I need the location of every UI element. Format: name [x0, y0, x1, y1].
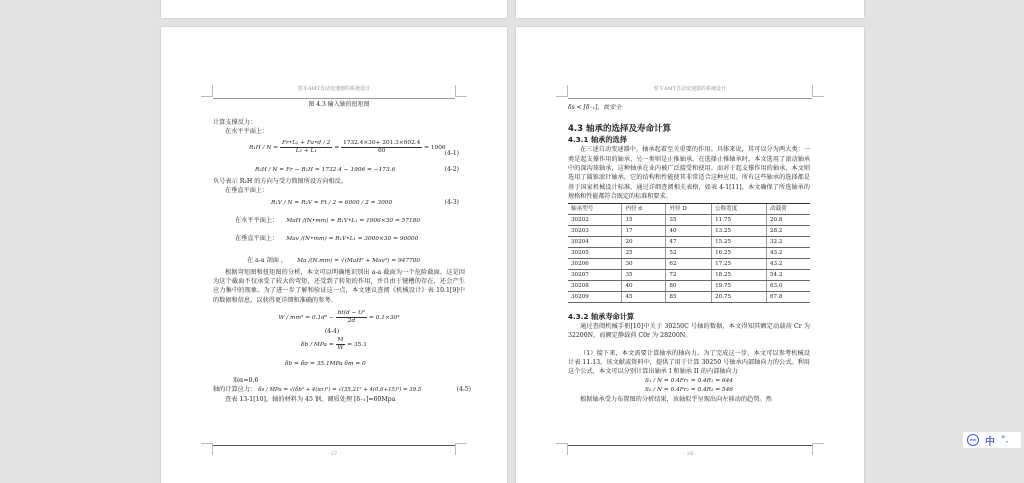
eq-rhs: = 1906: [424, 144, 446, 151]
cell: 30204: [568, 236, 622, 247]
denominator: L₂ + L₁: [295, 147, 317, 154]
text-line: 负号表示 R₂H 的方向与受力简图所设方向相反。: [213, 177, 348, 185]
cell: 15: [622, 214, 666, 225]
fraction: [280, 140, 332, 155]
cell: 85: [666, 291, 712, 302]
cell: 15.25: [712, 236, 767, 247]
cell: 17.25: [712, 258, 767, 269]
equation-4-2: [213, 163, 465, 177]
text-line: 取α=0.6: [233, 377, 259, 385]
equation-text: R₁V / N = R₂V = Ft / 2 = 6000 / 2 = 3000: [271, 200, 393, 207]
equation-4-3: [213, 195, 465, 211]
equals-sign: =: [334, 144, 340, 151]
equation-4-5: [213, 385, 471, 395]
page-body: [568, 103, 810, 404]
text-line: 计算支撑反力：: [213, 119, 257, 127]
label: 轴的计算应力：: [213, 386, 257, 394]
denominator: 60: [377, 147, 386, 154]
fraction: [341, 140, 422, 155]
table-row: [568, 247, 810, 258]
cell: 17: [622, 225, 666, 236]
equation-number: (4-5): [456, 386, 471, 394]
cell: 52: [666, 247, 712, 258]
table-row: [568, 236, 810, 247]
eq-rhs: = 0.1×30³: [369, 314, 400, 321]
cell: 30: [622, 258, 666, 269]
denominator: W: [337, 345, 344, 352]
cell: 30208: [568, 280, 622, 291]
crop-mark: [201, 85, 213, 97]
equation-text: Ma /(N.mm) = √(MaH² + Mav²) = 947700: [297, 258, 421, 265]
crop-mark: [812, 85, 824, 97]
column-header: 轴承型号: [568, 203, 622, 214]
cell: 13.25: [712, 225, 767, 236]
page-number: - 27 -: [327, 451, 341, 457]
equation-text: δs / MPa = √(δb² + 4(ατ)²) = √(35.21² + 4(0.6+15)²) = 39.5: [258, 387, 422, 394]
cell: 30207: [568, 269, 622, 280]
cell: 20.75: [712, 291, 767, 302]
document-page-28: [516, 27, 864, 483]
cell: 43.2: [766, 258, 810, 269]
paragraph: 根据弯矩图和扭矩图的分析，本文可以明确地识别出 a-a 截面为一个危险截面。这是因为这个截面不仅承受了较大的弯矩，还受到了转矩的作用，并且由于键槽的存在，还会产生应力集中的现象。为了进一步了解和验证这一点，本文建议查阅《机械设计》表 10.1[9]中的数据和信息，以获得更详细和准确的参考。: [213, 269, 465, 304]
cell: 67.8: [766, 291, 810, 302]
cell: 30203: [568, 225, 622, 236]
equation-s2: S₂ / N = 0.4Fr₂ = 0.4R₂ = 546: [645, 386, 733, 393]
cell: 11.75: [712, 214, 767, 225]
numerator: M: [337, 337, 344, 344]
column-header: 公称宽度: [712, 203, 767, 214]
table-row: [568, 280, 810, 291]
cell: 30209: [568, 291, 622, 302]
label: 在垂直平面上：: [235, 235, 279, 243]
eq-lhs: W / mm³ = 0.1d³ −: [278, 314, 334, 321]
equation-s1: S₁ / N = 0.4Fr₁ = 0.4R₁ = 644: [645, 377, 733, 384]
page-number: - 28 -: [683, 451, 697, 457]
cell: 30202: [568, 214, 622, 225]
equation-text: R₂H / N = Fr − R₁H = 1732.4 − 1906 = −173.6: [255, 166, 396, 173]
label: 在水平平面上：: [235, 217, 279, 225]
column-header: 外径 D: [666, 203, 712, 214]
page-header: 轿车AMT自动变速器的系统设计: [568, 83, 812, 99]
equation-text: Mav /(N•mm) = R₁V•L₁ = 3000×30 = 90000: [286, 236, 419, 243]
fraction: [336, 337, 346, 352]
table-header-row: [568, 203, 810, 214]
cell: 25: [622, 247, 666, 258]
equation-number: (4-1): [444, 149, 459, 157]
footer-rule: [213, 445, 455, 446]
moment-vertical-row: [213, 232, 465, 246]
ime-toolbar[interactable]: [963, 432, 1021, 448]
cell: 30206: [568, 258, 622, 269]
paragraph: （1）接下来，本文需要计算轴承的轴向力。为了完成这一步，本文可以参考机械设计表 11.13。该文献或资料中，提供了用于计算 30250 号轴承内部轴向力的公式。利用这个公式，本文可以分别计算出轴承 I 和轴承 II 的内部轴向力: [568, 350, 810, 376]
fraction: [336, 310, 367, 325]
cell: 45: [622, 291, 666, 302]
previous-page-left: [161, 0, 507, 18]
cell: 32.2: [766, 236, 810, 247]
ime-language-toggle[interactable]: 中: [985, 436, 995, 448]
cell: 20: [622, 236, 666, 247]
numerator: bt(d − t)²: [337, 309, 366, 316]
figure-caption: 图 4.3 输入轴的扭矩图: [308, 101, 370, 108]
cell: 28.2: [766, 225, 810, 236]
table-row: [568, 269, 810, 280]
text-line: 在水平平面上：: [225, 128, 269, 136]
page-body: [213, 100, 471, 404]
footer-rule: [568, 445, 812, 446]
paragraph: 通过查阅机械手册[10]中关于 30250C 号轴的数据，本文得知其额定动载荷 Cr 为 32200N，而额定静载荷 C0r 为 28200N。: [568, 322, 810, 339]
label: 在 a-a 剖面 ，: [247, 257, 288, 265]
crop-mark: [556, 85, 568, 97]
text-line: 查表 13-1[10]，轴的材料为 45 钢，调质处理 [δ₋₁]=60Mpa: [225, 396, 396, 404]
cell: 47: [666, 236, 712, 247]
eq-rhs: = 35.1: [347, 342, 367, 349]
equation-text: MaH /(N•mm) = R₁V•L₁ = 1906×30 = 57180: [286, 218, 421, 225]
equation-stress-values: δb = δσ = 35.1MPa δm = 0: [285, 361, 366, 368]
ime-logo-icon[interactable]: iFLY: [967, 434, 979, 446]
safety-conclusion: δs < [δ₋₁]，故安全: [568, 104, 622, 111]
equation-stress-b: [213, 336, 465, 354]
subsection-title: 4.3.1 轴承的选择: [568, 135, 627, 145]
paragraph: 在三速自动变速器中，轴承起着至关重要的作用。具体来说，其可以分为两大类：一类是起支撑作用的轴承，另一类则是止推轴承。在选择止推轴承时，本文选用了滚动轴承中的深沟球轴承，这种轴承在业内被广泛接受和使用。而对于起支撑作用的轴承，本文则选用了圆锥滚针轴承，它的结构和性能使其非常适合这种应用。所有这些轴承的选择都是基于国家机械设计标准，通过详细查阅相关表格，如表 4-1[11]，本文确保了所选轴承的规格和性能都符合既定的标准和要求。: [568, 146, 810, 201]
bearing-table: [568, 203, 810, 303]
table-row: [568, 291, 810, 302]
cell: 63.0: [766, 280, 810, 291]
equation-4-1: [213, 137, 465, 159]
cell: 40: [666, 225, 712, 236]
table-row: [568, 258, 810, 269]
cell: 40: [622, 280, 666, 291]
table-row: [568, 225, 810, 236]
subsection-title: 4.3.2 轴承寿命计算: [568, 311, 635, 321]
table-row: [568, 214, 810, 225]
cell: 20.8: [766, 214, 810, 225]
equation-number: (4-4): [324, 327, 340, 335]
eq-lhs: R₁H / N =: [249, 144, 279, 151]
cell: 72: [666, 269, 712, 280]
moment-horizontal-row: [213, 214, 465, 228]
section-title: 4.3 轴承的选择及寿命计算: [568, 124, 672, 135]
eq-lhs: δb / MPa =: [301, 342, 334, 349]
previous-page-right: [516, 0, 864, 18]
cell: 43.2: [766, 247, 810, 258]
equation-number: (4-2): [444, 165, 459, 173]
paragraph: 根据轴承受力布置图的分析结果，该轴似乎呈现出向左移动的趋势。然: [580, 395, 772, 403]
cell: 35: [666, 214, 712, 225]
page-header: 轿车AMT自动变速器的系统设计: [213, 83, 455, 99]
denominator: 2d: [347, 317, 356, 324]
equation-4-4: [213, 309, 465, 327]
numerator: 1732.4×30+ 201.3×602.4: [343, 139, 421, 146]
column-header: 动载荷: [766, 203, 810, 214]
cell: 30205: [568, 247, 622, 258]
cell: 62: [666, 258, 712, 269]
equation-number: (4-3): [444, 199, 459, 207]
cell: 18.25: [712, 269, 767, 280]
cell: 19.75: [712, 280, 767, 291]
numerator: Fr•L₂ + Fa•d / 2: [282, 139, 331, 146]
document-page-27: [161, 27, 507, 483]
cell: 35: [622, 269, 666, 280]
cell: 54.2: [766, 269, 810, 280]
moment-total-row: [213, 254, 465, 268]
cell: 80: [666, 280, 712, 291]
crop-mark: [455, 85, 467, 97]
ime-punctuation-toggle[interactable]: °,: [1001, 435, 1009, 445]
cell: 16.25: [712, 247, 767, 258]
column-header: 内径 d: [622, 203, 666, 214]
text-line: 在垂直平面上：: [225, 186, 269, 194]
